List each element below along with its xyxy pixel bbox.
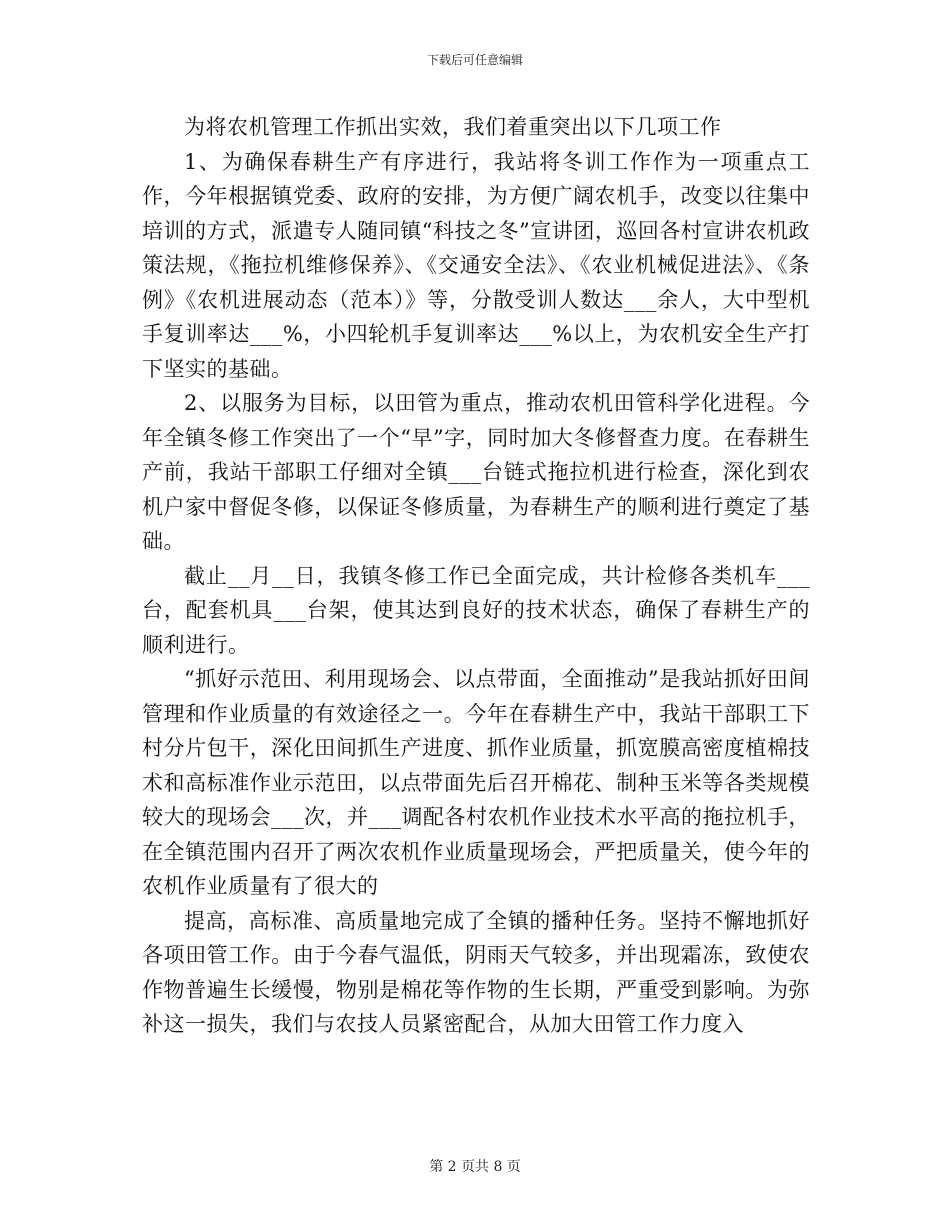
paragraph-intro: 为将农机管理工作抓出实效，我们着重突出以下几项工作 bbox=[184, 115, 722, 139]
paragraph-field-management: 2、以服务为目标，以田管为重点，推动农机田管科学化进程。今年全镇冬修工作突出了一个“早”字，同时加大冬修督查力度。在春耕生产前，我站干部职工仔细对全镇___台链式拖拉机进行检查，深化到农机户家中督促冬修，以保证冬修质量，为春耕生产的顺利进行奠定了基础。 bbox=[142, 391, 810, 553]
paragraph-winter-training: 1、为确保春耕生产有序进行，我站将冬训工作作为一项重点工作，今年根据镇党委、政府的安排，为方便广阔农机手，改变以往集中培训的方式，派遣专人随同镇“科技之冬”宣讲团，巡回各村宣讲农机政策法规，《拖拉机维修保养》、《交通安全法》、《农业机械促进法》、《条例》《农机进展动态（范本）》等，分散受训人数达___余人，大中型机手复训率达___%，小四轮机手复训率达___%以上，为农机安全生产打下坚实的基础。 bbox=[142, 149, 810, 381]
paragraph-quality-improvement: 提高，高标准、高质量地完成了全镇的播种任务。坚持不懈地抓好各项田管工作。由于今春气温低，阴雨天气较多，并出现霜冻，致使农作物普遍生长缓慢，物别是棉花等作物的生长期，严重受到影响。为弥补这一损失，我们与农技人员紧密配合，从加大田管工作力度入 bbox=[142, 908, 810, 1036]
paragraph-winter-repair-status: 截止__月__日，我镇冬修工作已全面完成，共计检修各类机车___台，配套机具___台架，使其达到良好的技术状态，确保了春耕生产的顺利进行。 bbox=[142, 563, 810, 657]
page-footer: 第 2 页共 8 页 bbox=[429, 1159, 521, 1175]
page-header: 下载后可任意编辑 bbox=[426, 53, 523, 67]
paragraph-demonstration-field: “抓好示范田、利用现场会、以点带面，全面推动”是我站抓好田间管理和作业质量的有效途径之一。今年在春耕生产中，我站干部职工下村分片包干，深化田间抓生产进度、抓作业质量，抓宽膜高密度植棉技术和高标准作业示范田，以点带面先后召开棉花、制种玉米等各类规模较大的现场会___次，并___调配各村农机作业技术水平高的拖拉机手，在全镇范围内召开了两次农机作业质量现场会，严把质量关，使今年的农机作业质量有了很大的 bbox=[142, 667, 810, 898]
document-body bbox=[142, 110, 810, 1042]
